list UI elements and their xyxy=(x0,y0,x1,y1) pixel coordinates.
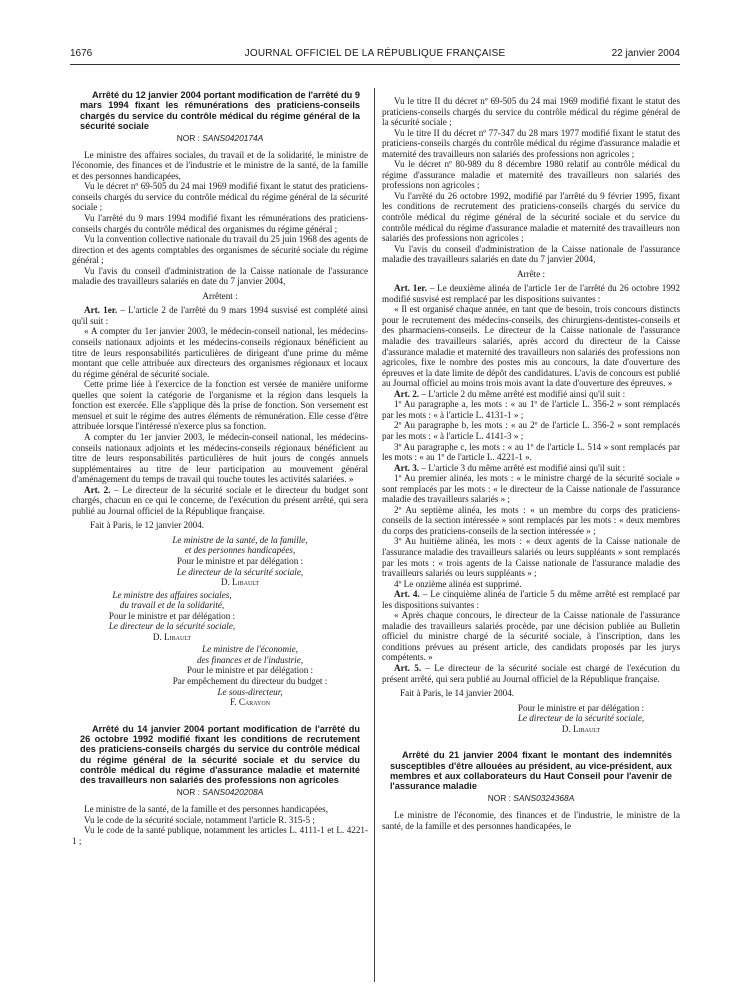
visa: Vu le décret nº 80-989 du 8 décembre 1980 relatif au contrôle médical du régime d'assurance maladie et maternité des travailleurs non salariés des professions non agricoles ; xyxy=(382,159,680,191)
visa: Vu le code de la sécurité sociale, notamment l'article R. 315-5 ; xyxy=(84,814,315,825)
delegation-line: Pour le ministre et par délégation : xyxy=(176,555,304,566)
article-text: – L'article 2 du même arrêté est modifié ainsi qu'il suit : xyxy=(419,388,626,399)
signatory-name: F. Carayon xyxy=(229,697,271,708)
article-text: – L'article 2 de l'arrêté du 9 mars 1994 susvisé est complété ainsi qu'il suit : xyxy=(72,305,369,326)
article-item: 3º Au huitième alinéa, les mots : « deux agents de la Caisse nationale de l'assurance maladie des travailleurs salariés ou leurs suppléants » sont remplacés par les mots : « trois agents de la Caisse nationale de l'assurance maladie des travailleurs salariés ou leurs suppléants » ; xyxy=(382,536,680,579)
signatory-name: D. Libault xyxy=(561,723,601,734)
visa: Vu l'avis du conseil d'administration de la Caisse nationale de l'assurance maladie des travailleurs salariés en date du 7 janvier 2004, xyxy=(72,265,368,287)
decree-1-nor xyxy=(72,133,368,144)
nor-label: NOR : xyxy=(176,787,200,798)
signatory-name: D. Libault xyxy=(220,577,260,588)
visa: Vu le titre II du décret nº 77-347 du 28 mars 1977 modifié fixant le statut des praticiens-conseils chargés du contrôle médical du régime d'assurance maladie et maternité des travailleurs non salariés des professions non agricoles ; xyxy=(382,127,680,159)
signatory-title: du travail et de la solidarité, xyxy=(119,600,225,611)
signatory-title: Le directeur de la sécurité sociale, xyxy=(176,566,304,577)
fait-a-paris: Fait à Paris, le 12 janvier 2004. xyxy=(90,520,205,531)
article-2 xyxy=(382,389,680,400)
article-text: – Le cinquième alinéa de l'article 5 du même arrêté est remplacé par les dispositions suivantes : xyxy=(382,589,680,610)
signatory-title: Le ministre de l'économie, xyxy=(202,644,298,655)
article-text: – L'article 3 du même arrêté est modifié ainsi qu'il suit : xyxy=(419,462,626,473)
article-quote: « Après chaque concours, le directeur de la Caisse nationale de l'assurance maladie des travailleurs salariés procède, par une décision publiée au Bulletin officiel du ministre chargé de la sécurité sociale, à l'inscription, dans les conditions prévues au présent article, des candidats proposés par les jurys compétents. » xyxy=(382,610,680,663)
right-column xyxy=(382,96,680,831)
article-paragraph: Cette prime liée à l'exercice de la fonction est versée de manière uniforme quelles que soient la catégorie de l'organisme et la région dans lesquels la fonction est exercée. Elle s'applique dès la prise de fonction. Son versement est mensuel et suit le régime des autres éléments de rémunération. Elle cesse d'être attribuée lorsque l'intéressé n'exerce plus sa fonction. xyxy=(72,379,368,432)
visa: Vu le titre II du décret nº 69-505 du 24 mai 1969 modifié fixant le statut des praticiens-conseils chargés du service du contrôle médical du régime général de la sécurité sociale ; xyxy=(382,96,680,128)
arretent-heading: Arrêtent : xyxy=(202,290,238,301)
signature-block-4 xyxy=(482,703,680,735)
signatory-title: Le directeur de la sécurité sociale, xyxy=(517,713,645,724)
article-quote: « Il est organisé chaque année, en tant que de besoin, trois concours distincts pour le recrutement des médecins-conseils, des chirurgiens-dentistes-conseils et des pharmaciens-conseils. Le directeur de la Caisse nationale de l'assurance maladie des travailleurs salariés, après accord du directeur de la Caisse d'assurance maladie et maternité des travailleurs non salariés des professions non agricoles, fixe le nombre des postes mis au concours, la date d'ouverture des épreuves et la date limite de dépôt des candidatures. L'avis de concours est publié au Journal officiel au moins trois mois avant la date d'ouverture des épreuves. » xyxy=(382,304,680,389)
article-paragraph: A compter du 1er janvier 2003, le médecin-conseil national, les médecins-conseils nationaux adjoints et les médecins-conseils régionaux bénéficient au titre de leurs responsabilités particulières de huit jours de congés annuels supplémentaires au titre de leur participation au mouvement général d'aménagement du temps de travail qui touche toutes les activités salariées. » xyxy=(72,431,368,485)
article-5 xyxy=(382,663,680,684)
fait-a-paris: Fait à Paris, le 14 janvier 2004. xyxy=(400,688,515,699)
article-2 xyxy=(72,485,368,517)
signatory-title: Le ministre des affaires sociales, xyxy=(112,589,232,600)
visa: Vu le décret nº 69-505 du 24 mai 1969 modifié fixant le statut des praticiens-conseils chargés du service du contrôle médical du régime général de la sécurité sociale ; xyxy=(72,181,368,213)
nor-code: SANS0420208A xyxy=(202,787,264,798)
decree-1-title: Arrêté du 12 janvier 2004 portant modification de l'arrêté du 9 mars 1994 fixant les rémunérations des praticiens-conseils chargés du service du contrôle médical du régime général de la sécurité sociale xyxy=(80,90,360,131)
journal-title: JOURNAL OFFICIEL DE LA RÉPUBLIQUE FRANÇAISE xyxy=(244,48,506,59)
signature-block-1 xyxy=(112,535,368,588)
article-3 xyxy=(382,463,680,474)
visa: Le ministre de la santé, de la famille et des personnes handicapées, xyxy=(84,803,329,814)
article-label: Art. 4. xyxy=(394,589,420,600)
signatory-title: Le directeur de la sécurité sociale, xyxy=(108,621,236,632)
arrete-heading: Arrête : xyxy=(516,268,546,279)
decree-3-nor xyxy=(382,793,680,804)
article-label: Art. 2. xyxy=(84,484,111,495)
article-item: 2º Au paragraphe b, les mots : « au 2º de l'article L. 356-2 » sont remplacés par les mots : « à l'article L. 4141-3 » ; xyxy=(382,420,680,441)
decree-2-nor xyxy=(72,787,368,798)
article-item: 1º Au paragraphe a, les mots : « au 1º de l'article L. 356-2 » sont remplacés par les mots : « à l'article L. 4131-1 » ; xyxy=(382,399,680,420)
signature-block-2 xyxy=(72,590,272,643)
nor-code: SANS0324368A xyxy=(513,793,575,804)
page-number: 1676 xyxy=(70,48,93,59)
visa: Vu l'avis du conseil d'administration de la Caisse nationale de l'assurance maladie des travailleurs salariés en date du 7 janvier 2004, xyxy=(382,243,680,265)
visa: Vu le code de la santé publique, notamment les articles L. 4111-1 et L. 4221-1 ; xyxy=(72,825,368,846)
article-item: 4º Le onzième alinéa est supprimé. xyxy=(394,578,522,589)
nor-label: NOR : xyxy=(487,793,511,804)
signature-block-3 xyxy=(132,644,368,707)
visa: Le ministre de l'économie, des finances et de l'industrie, le ministre de la santé, de la famille et des personnes handicapées, le xyxy=(382,810,680,831)
nor-label: NOR : xyxy=(176,133,200,144)
signatory-title: et des personnes handicapées, xyxy=(184,545,296,556)
visa: Vu l'arrêté du 26 octobre 1992, modifié par l'arrêté du 9 février 1995, fixant les conditions de recrutement des praticiens-conseils chargés du service du contrôle médical du régime général de la sécurité sociale et du service du contrôle médical du régime d'assurance maladie et maternité des travailleurs non salariés des professions non agricoles ; xyxy=(382,190,680,244)
signatory-name: D. Libault xyxy=(152,631,192,642)
article-1 xyxy=(72,305,368,326)
nor-code: SANS0420174A xyxy=(202,133,264,144)
issue-date: 22 janvier 2004 xyxy=(611,48,680,59)
visa: Vu la convention collective nationale du travail du 25 juin 1968 des agents de direction et des agents comptables des organismes de sécurité sociale du régime général ; xyxy=(72,234,368,266)
article-label: Art. 1er. xyxy=(84,305,118,316)
article-label: Art. 3. xyxy=(394,462,420,473)
visa: Vu l'arrêté du 9 mars 1994 modifié fixant les rémunérations des praticiens-conseils chargés du contrôle médical des organismes du régime général ; xyxy=(72,213,368,234)
decree-2-title: Arrêté du 14 janvier 2004 portant modification de l'arrêté du 26 octobre 1992 modifié fixant les conditions de recrutement des praticiens-conseils chargés du service du contrôle médical du régime général de la sécurité sociale et du service du contrôle médical du régime d'assurance maladie et maternité des travailleurs non salariés des professions non agricoles xyxy=(80,723,360,786)
header-rule xyxy=(70,64,680,65)
delegation-line: Pour le ministre et par délégation : xyxy=(186,665,314,676)
article-text: – Le directeur de la sécurité sociale et le directeur du budget sont chargés, chacun en ce qui le concerne, de l'exécution du présent arrêté, qui sera publié au Journal officiel de la République française. xyxy=(72,484,369,516)
article-item: 1º Au premier alinéa, les mots : « le ministre chargé de la sécurité sociale » sont remplacés par les mots : « le directeur de la Caisse nationale de l'assurance maladie des travailleurs salariés » ; xyxy=(382,473,680,505)
delegation-line: Pour le ministre et par délégation : xyxy=(517,702,645,713)
article-item: 3º Au paragraphe c, les mots : « au 1º de l'article L. 514 » sont remplacés par les mots : « au 1º de l'article L. 4221-1 ». xyxy=(382,441,680,463)
delegation-line: Par empêchement du directeur du budget : xyxy=(172,675,328,686)
article-text: – Le deuxième alinéa de l'article 1er de l'arrêté du 26 octobre 1992 modifié susvisé est remplacé par les dispositions suivantes : xyxy=(382,283,680,304)
left-column xyxy=(72,90,368,846)
article-4 xyxy=(382,589,680,610)
article-item: 2º Au septième alinéa, les mots : « un membre du corps des praticiens-conseils de la section intéressée » sont remplacés par les mots : « deux membres du corps des praticiens-conseils de la section intéressée » ; xyxy=(382,504,680,536)
article-label: Art. 5. xyxy=(394,662,422,673)
article-label: Art. 1er. xyxy=(394,283,427,294)
signatory-title: Le ministre de la santé, de la famille, xyxy=(172,534,308,545)
signatory-title: Le sous-directeur, xyxy=(217,686,283,697)
delegation-line: Pour le ministre et par délégation : xyxy=(108,610,236,621)
article-1 xyxy=(382,283,680,304)
article-text: – Le directeur de la sécurité sociale est chargé de l'exécution du présent arrêté, qui sera publié au Journal officiel de la République française. xyxy=(382,662,680,684)
signatory-title: des finances et de l'industrie, xyxy=(196,654,304,665)
visa: Le ministre des affaires sociales, du travail et de la solidarité, le ministre de l'économie, des finances et de l'industrie et le ministre de la santé, de la famille et des personnes handicapées, xyxy=(72,149,368,181)
column-divider xyxy=(374,88,375,982)
article-label: Art. 2. xyxy=(394,388,420,399)
page-header xyxy=(70,48,680,64)
article-paragraph: « A compter du 1er janvier 2003, le médecin-conseil national, les médecins-conseils nationaux adjoints et les médecins-conseils régionaux bénéficient au titre de leurs responsabilités particulières de dirigeant d'une prime du même montant que celle attribuée aux directeurs des organismes régionaux et locaux du régime général de sécurité sociale. xyxy=(72,326,368,379)
decree-3-title: Arrêté du 21 janvier 2004 fixant le montant des indemnités susceptibles d'être allouées au président, au vice-président, aux membres et aux collaborateurs du Haut Conseil pour l'avenir de l'assurance maladie xyxy=(390,750,672,792)
